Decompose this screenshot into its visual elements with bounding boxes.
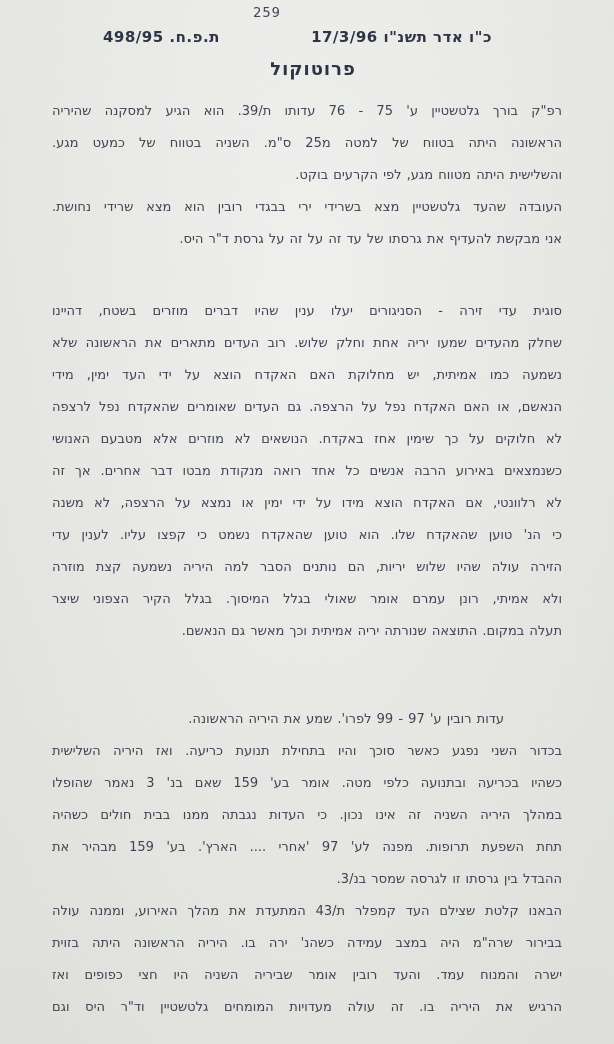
text-line: הרגיש את היריה בו. זה עולה מעדויות המומחים גלטשטיין וד"ר היס וגם bbox=[52, 1000, 562, 1015]
document-body bbox=[52, 96, 562, 1024]
text-line: בבירור שרה"מ היה במצב עמידה כשהנ' ירה בו. היריה הראשונה היתה בזוית bbox=[52, 936, 562, 951]
paragraph-block-rubin-testimony bbox=[52, 704, 562, 1024]
text-line: אני מבקשת להעדיף את גרסתו של עד זה על זה על גרסת ד"ר היס. bbox=[179, 232, 562, 247]
text-line: עדות רובין ע' 97 - 99 לפרו'. שמע את היריה הראשונה. bbox=[188, 712, 504, 727]
text-line: שחלק מהעדים שמעו יריה אחת וחלק שלוש. רוב העדים מתארים את הראשונה שלא bbox=[52, 336, 562, 351]
text-line: תחת השפעת תרופות. מפנה לע' 97 'אחרי .... הארץ'. בע' 159 מבהיר את bbox=[52, 840, 562, 855]
text-line: במהלך היריה השניה זה אינו נכון. כי העדות נגבתה ממנו בבית חולים כשהיה bbox=[52, 808, 562, 823]
text-line: תעלה במקום. התוצאה שנורתה יריה אמיתית וכך מאשר גם הנאשם. bbox=[181, 624, 562, 639]
text-line: ישרה והמנוח עמד. והעד רובין אומר שביריה השניה היו חצי כפופים ואז bbox=[52, 968, 562, 983]
text-line: ההבדל בין גרסתו זו לגרסה שמסר בנ/3. bbox=[336, 872, 562, 887]
text-line: נשמעה כמו אמיתית, יש מחלוקת האם האקדח הוצא על ידי העד ימין, מידי bbox=[52, 368, 562, 383]
text-line: לא חלוקים על כך שימין אחז באקדח. הנושאים לא מוזרים אלא מטבעם האנושי bbox=[52, 432, 562, 447]
text-line: כשהיו בכריעה ובתנועה כלפי מטה. אומר בע' 159 שאם בנ' 3 נאמר שהופלו bbox=[52, 776, 562, 791]
text-line: הבאנו קלטת שצילם העד קמפלר ת/43 המתעדת את מהלך האירוע, וממנה עולה bbox=[52, 904, 562, 919]
page-number: 259 bbox=[253, 6, 281, 21]
text-line: סוגית עדי זירה - הסניגורים יעלו ענין שהיו דברים מוזרים בשטח, דהיינו bbox=[52, 304, 562, 319]
header-row bbox=[0, 28, 614, 46]
text-line: והשלישית היתה מטווח מגע, לפי הקרעים בוקט. bbox=[295, 168, 562, 183]
text-line: הנאשם, או האם האקדח נפל על הרצפה. גם העדים שאומרים שהאקדח נפל לרצפה bbox=[52, 400, 562, 415]
paragraph-block-scene-witnesses bbox=[52, 296, 562, 648]
case-number: ת.פ.ח. 498/95 bbox=[103, 28, 220, 46]
text-line: כי הנ' טוען שהאקדח שלו. הוא טוען שהאקדח נשמט כי קפצו עליו. לענין עדי bbox=[52, 528, 562, 543]
text-line: הזירה עולה שהיו שלוש יריות, הם נותנים הסבר למה היריה נשמעה קצת מוזרה bbox=[52, 560, 562, 575]
paragraph-block-expert-gletshtein bbox=[52, 96, 562, 256]
document-title: פרוטוקול bbox=[270, 59, 356, 80]
text-line: רפ"ק בורך גלטשטיין ע' 75 - 76 עדותו ת/39. הוא הגיע למסקנה שהיריה bbox=[52, 104, 562, 119]
text-line: לא רלוונטי, אם האקדח הוצא מידו על ידי ימין או נמצא על הרצפה, לא משנה bbox=[52, 496, 562, 511]
text-line: הראשונה היתה בטווח של למטה מ25 ס"מ. השניה בטווח של כמעט מגע. bbox=[52, 136, 562, 151]
text-line: בכדור השני נפגע כאשר סוכך והיו בתחילת תנועת כריעה. ואז היריה השלישית bbox=[52, 744, 562, 759]
text-line: כשנמצאים באירוע הרבה אנשים כל אחד רואה מנקודת מבטו דבר אחרים. אך זה bbox=[52, 464, 562, 479]
text-line: העובדה שהעד גלטשטיין מצא בשרידי ירי בבגדי רובין הוא מצא שרידי נחושת. bbox=[52, 200, 562, 215]
hearing-date: כ"ו אדר תשנ"ו 17/3/96 bbox=[311, 28, 492, 46]
text-line: ולא אמיתי, רונן עמרם אומר שאולי בגלל המיסוך. בגלל הקיר הצפוני שיצר bbox=[52, 592, 562, 607]
